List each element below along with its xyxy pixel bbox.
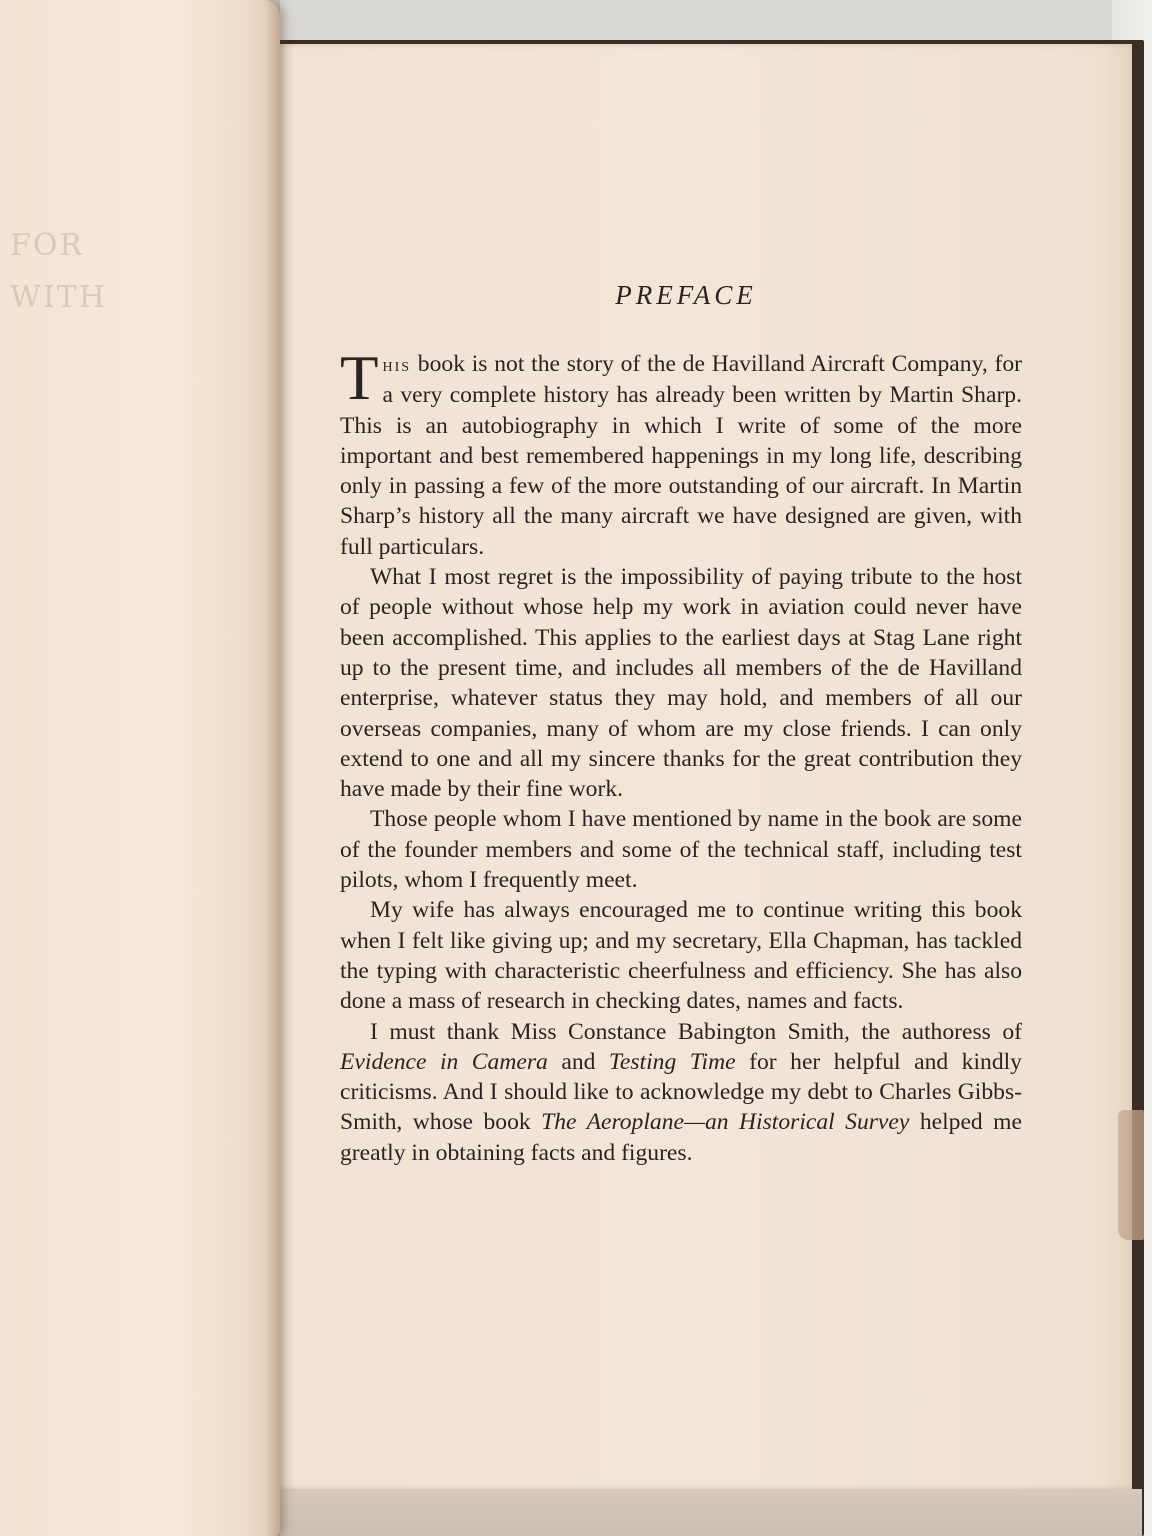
book-title: Evidence in Camera (340, 1048, 548, 1075)
paragraph-4: My wife has always encouraged me to continue writing this book when I felt like giving up; and my secretary, Ella Chapman, has tackled the typing with characteristic cheerfulness and efficiency. She has also done a mass of research in checking dates, names and facts. (340, 897, 1022, 1015)
preface-body (340, 343, 1022, 1168)
paragraph-1 (340, 343, 1022, 562)
paragraph-5 (340, 1017, 1022, 1168)
show-through-text: WITH (10, 280, 107, 315)
small-caps-lead: his (382, 354, 412, 376)
paragraph-3: Those people whom I have mentioned by name in the book are some of the founder members and some of the technical staff, including test pilots, whom I frequently meet. (340, 806, 1022, 894)
paragraph-5-text: helped me greatly in obtaining facts and figures. (340, 1109, 1022, 1166)
book-title: Testing Time (608, 1048, 736, 1075)
drop-cap: T (340, 343, 379, 413)
paragraph-5-text: I must thank Miss Constance Babington Smith, the authoress of (370, 1018, 1022, 1045)
paragraph-2: What I most regret is the impossibility of paying tribute to the host of people without whose help my work in aviation could never have been accomplished. This applies to the earliest days at Stag Lane right up to the present time, and includes all members of the de Havilland enterprise, whatever status they may hold, and members of all our overseas companies, many of whom are my close friends. I can only extend to one and all my sincere thanks for the great contribution they have made by their fine work. (340, 564, 1022, 803)
page-bottom-edge (262, 1489, 1142, 1536)
torn-page-edge (1118, 1110, 1144, 1240)
page-title: PREFACE (615, 280, 757, 310)
paragraph-5-text: for her helpful and kindly criticisms. And I should like to acknowledge my debt to Charles Gibbs-Smith, whose book (340, 1048, 1022, 1136)
paragraph-1-text: book is not the story of the de Havilland Aircraft Company, for a very complete history has already been written by Martin Sharp. This is an autobiography in which I write of some of the more important and best remembered happenings in my long life, describing only in passing a few of the more outstanding of our aircraft. In Martin Sharp’s history all the many aircraft we have designed are given, with full particulars. (340, 351, 1022, 560)
book-title: The Aeroplane—an Historical Survey (541, 1109, 910, 1136)
show-through-text: FOR (10, 228, 84, 263)
paragraph-5-text: and (547, 1048, 609, 1075)
preface-text-block (340, 280, 1022, 1168)
left-page (0, 0, 280, 1536)
